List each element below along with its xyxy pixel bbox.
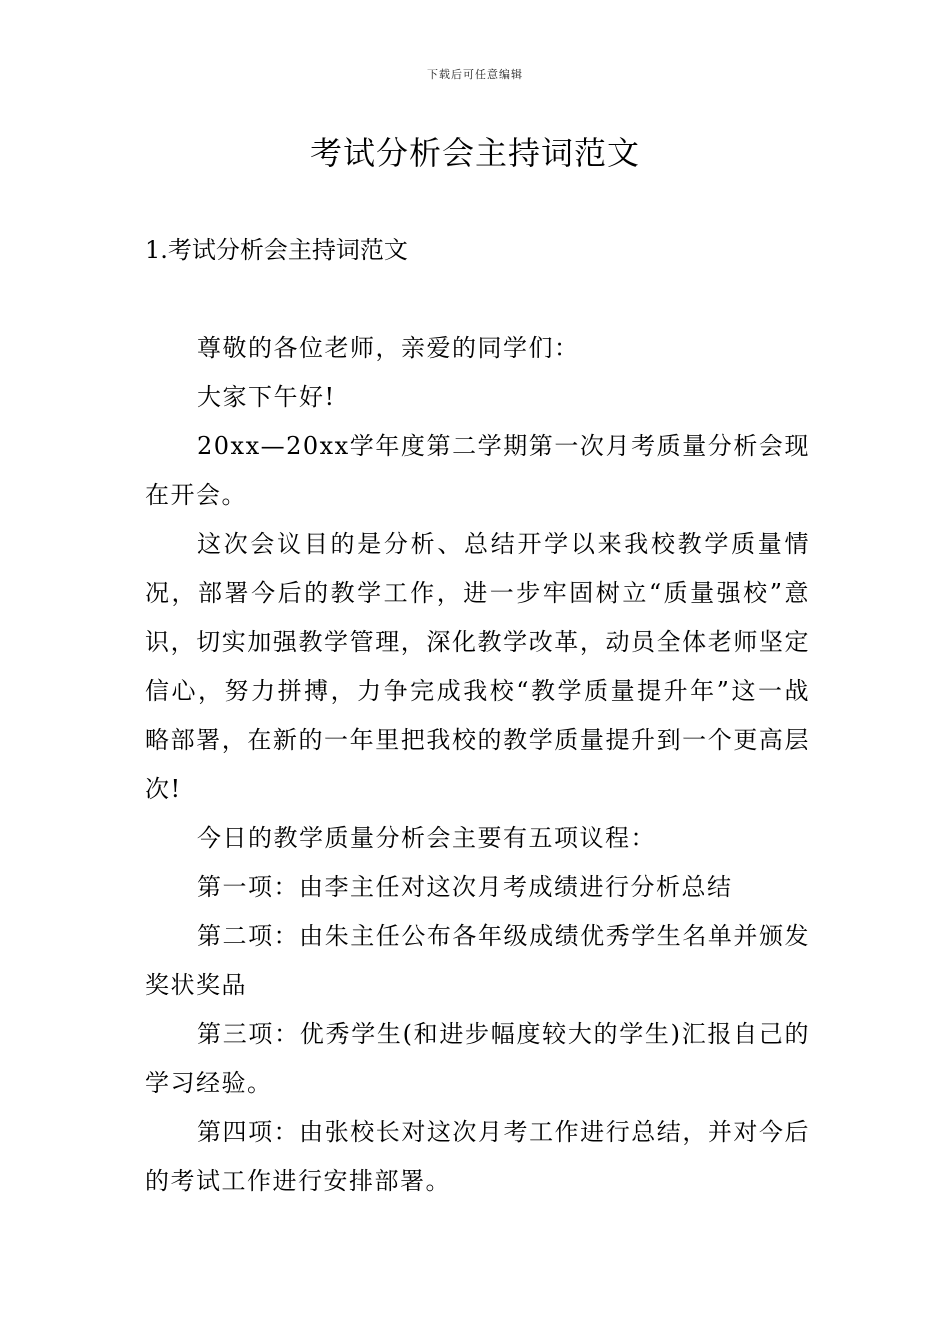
document-title: 考试分析会主持词范文 [309,134,640,172]
paragraph-agenda-item-2: 第二项：由朱主任公布各年级成绩优秀学生名单并颁发奖状奖品 [145,922,810,999]
document-body [145,324,810,1206]
paragraph-opening: 20xx—20xx学年度第二学期第一次月考质量分析会现在开会。 [145,432,810,509]
paragraph-agenda-item-4: 第四项：由张校长对这次月考工作进行总结，并对今后的考试工作进行安排部署。 [145,1118,810,1195]
paragraph-greeting: 尊敬的各位老师，亲爱的同学们： [197,334,580,362]
paragraph-agenda-intro: 今日的教学质量分析会主要有五项议程： [197,824,656,852]
section-heading: 1.考试分析会主持词范文 [145,236,408,264]
paragraph-agenda-item-3: 第三项：优秀学生(和进步幅度较大的学生)汇报自己的学习经验。 [145,1020,810,1097]
paragraph-hello: 大家下午好! [197,383,336,411]
paragraph-agenda-item-1: 第一项：由李主任对这次月考成绩进行分析总结 [197,873,733,901]
header-note: 下载后可任意编辑 [427,68,523,81]
paragraph-purpose: 这次会议目的是分析、总结开学以来我校教学质量情况，部署今后的教学工作，进一步牢固树立“质量强校”意识，切实加强教学管理，深化教学改革，动员全体老师坚定信心，努力拼搏，力争完成我校“教学质量提升年”这一战略部署，在新的一年里把我校的教学质量提升到一个更高层次! [145,530,810,803]
